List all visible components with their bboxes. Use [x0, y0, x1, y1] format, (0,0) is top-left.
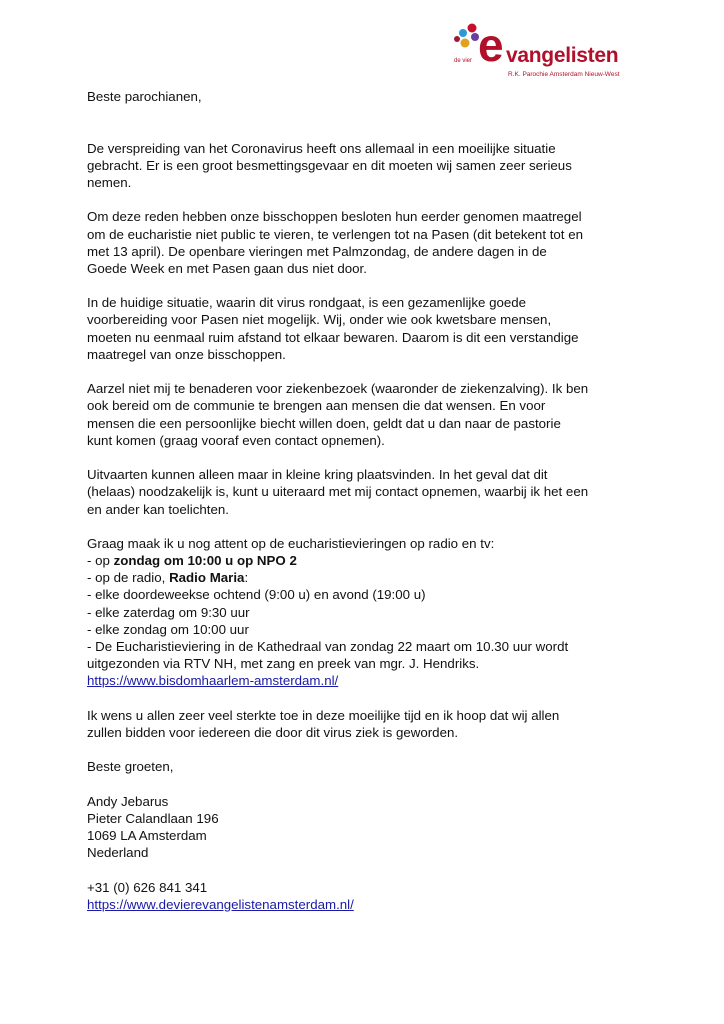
- list-item: - op zondag om 10:00 u op NPO 2: [87, 553, 297, 569]
- signature-country: Nederland: [87, 845, 149, 861]
- paragraph-3: In de huidige situatie, waarin dit virus rondgaat, is een gezamenlijke goede voorbereiding voor Pasen niet mogelijk. Wij, onder wie ook kwetsbare mensen, moeten nu eenmaal ruim afstand tot elkaar bewaren. Daarom is dit een verstandige maatregel van onze bisschoppen.: [87, 295, 579, 362]
- list-intro: Graag maak ik u nog attent op de eucharistievieringen op radio en tv:: [87, 535, 495, 551]
- signature-block: [87, 793, 647, 913]
- list-item: - op de radio, Radio Maria:: [87, 570, 249, 586]
- paragraph-4: Aarzel niet mij te benaderen voor ziekenbezoek (waaronder de ziekenzalving). Ik ben ook bereid om de communie te brengen aan mensen die dat wensen. En voor mensen die een persoonlijke biecht willen doen, geldt dat u dan naar de pastorie kunt komen (graag vooraf even contact opnemen).: [87, 381, 589, 448]
- logo-big-letter: e: [478, 19, 504, 71]
- bisdom-link[interactable]: https://www.bisdomhaarlem-amsterdam.nl/: [87, 673, 339, 689]
- list-item: - De Eucharistieviering in de Kathedraal van zondag 22 maart om 10.30 uur wordt: [87, 639, 569, 655]
- signature-city: 1069 LA Amsterdam: [87, 828, 207, 844]
- paragraph-5: Uitvaarten kunnen alleen maar in kleine kring plaatsvinden. In het geval dat dit (helaas) noodzakelijk is, kunt u uiteraard met mij contact opnemen, waarbij ik het een en ander kan toelichten.: [87, 467, 589, 517]
- letter-body: [87, 88, 647, 913]
- signature-name: Andy Jebarus: [87, 793, 169, 809]
- parish-logo: [452, 20, 622, 84]
- list-item: - elke zondag om 10:00 uur: [87, 621, 249, 637]
- greeting: Beste parochianen,: [87, 89, 202, 104]
- signature-street: Pieter Calandlaan 196: [87, 810, 219, 826]
- paragraph-2: Om deze reden hebben onze bisschoppen besloten hun eerder genomen maatregel om de eucharistie niet public te vieren, te verlengen tot na Pasen (dit betekent tot en met 13 april). De openbare vieringen met Palmzondag, de andere dagen in de Goede Week en met Pasen gaan dus niet door.: [87, 209, 583, 276]
- logo-small-text: de vier: [454, 58, 473, 64]
- list-item: - elke zaterdag om 9:30 uur: [87, 604, 250, 620]
- signature-phone: +31 (0) 626 841 341: [87, 879, 208, 895]
- list-item-continuation: uitgezonden via RTV NH, met zang en preek van mgr. J. Hendriks.: [87, 656, 480, 672]
- logo-wordmark: vangelisten: [506, 44, 619, 67]
- website-link[interactable]: https://www.devierevangelistenamsterdam.nl/: [87, 896, 354, 912]
- paragraph-1: De verspreiding van het Coronavirus heeft ons allemaal in een moeilijke situatie gebracht. Er is een groot besmettingsgevaar en dit moeten wij samen zeer serieus nemen.: [87, 140, 572, 190]
- broadcast-list: [87, 535, 647, 690]
- paragraph-6: Ik wens u allen zeer veel sterkte toe in deze moeilijke tijd en ik hoop dat wij allen zullen bidden voor iedereen die door dit virus ziek is geworden.: [87, 707, 560, 740]
- closing: Beste groeten,: [87, 759, 174, 775]
- list-item: - elke doordeweekse ochtend (9:00 u) en avond (19:00 u): [87, 587, 426, 603]
- logo-subtitle: R.K. Parochie Amsterdam Nieuw-West: [508, 71, 620, 78]
